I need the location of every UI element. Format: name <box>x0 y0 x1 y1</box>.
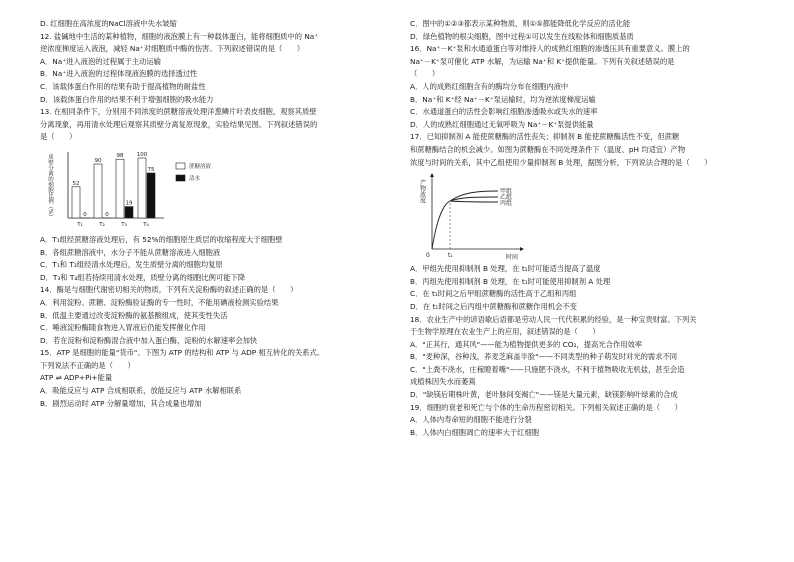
right-text-top <box>410 18 770 169</box>
curve-bing <box>450 201 498 202</box>
text-line: C．该载体蛋白作用的结果有助于提高植物的耐盐性 <box>40 81 206 91</box>
text-line: ATP ⇌ ADP+Pi+能量 <box>40 373 113 383</box>
bar-value-label: 0 <box>105 211 109 218</box>
curve-label-bing: 丙组 <box>500 200 513 208</box>
text-line: B．丙组先使用抑制剂 B 处理，在 t₁时可能使用抑制剂 A 处理 <box>410 276 611 286</box>
curve-jia <box>432 191 498 249</box>
bar-value-label: 52 <box>72 180 80 187</box>
text-line: C．T₁和 T₂组经清水处理后，发生质壁分离的细胞均复原 <box>40 260 223 270</box>
y-axis-label: 质壁分离的细胞比例（%） <box>47 153 53 220</box>
text-line: D．在 t₁时间之后丙组中蔗糖酶和蔗糖作用机会不变 <box>410 301 577 311</box>
text-line: B．各组蔗糖溶液中，水分子不能从蔗糖溶液进入细胞液 <box>40 247 221 257</box>
curve-origin: 0 <box>426 252 430 260</box>
text-line: D．绿色植物的根尖细胞，图中过程①可以发生在线粒体和细胞质基质 <box>410 31 634 41</box>
legend-swatch <box>176 163 185 169</box>
text-line: A．吸能反应与 ATP 合成相联系，放能反应与 ATP 水解相联系 <box>40 386 242 396</box>
text-line: D．"缺镁后期株叶黄，老叶脉间变褐亡"——镁是大量元素，缺镁影响叶绿素的合成 <box>410 390 678 400</box>
text-line: 17．已知抑制剂 A 能使蔗糖酶的活性丧失；抑制剂 B 能使蔗糖酶活性不变，但蔗糖 <box>410 132 680 142</box>
bar <box>125 207 133 218</box>
text-line: 16．Na⁺－K⁺泵和水通道蛋白等对维持人的成熟红细胞的渗透压具有重要意义。膜上的 <box>410 44 690 54</box>
text-line: B．"麦种深，谷种浅，荞麦芝麻盖半脸"——不同类型的种子萌发时对光的需求不同 <box>410 352 678 362</box>
text-line: D．人的成熟红细胞通过无氧呼吸为 Na⁺－K⁺泵提供能量 <box>410 119 594 129</box>
left-column <box>40 18 420 410</box>
text-line: C．水通道蛋白的活性会影响红细胞渗透吸水或失水的速率 <box>410 107 598 117</box>
bar-value-label: 98 <box>116 153 124 160</box>
legend-label: 清水 <box>189 175 201 182</box>
text-line: A．甲组先使用抑制剂 B 处理，在 t₁时可能适当提高了温度 <box>410 264 601 274</box>
text-line: A．人的成熟红细胞含有的酶均分布在细胞内液中 <box>410 81 569 91</box>
text-line: （ ） <box>410 69 440 79</box>
category-label: T₂ <box>99 221 105 228</box>
text-line: 浓度与时间的关系，其中乙组使用少量抑制剂 B 处理，据图分析，下列说法合理的是（ ） <box>410 157 712 167</box>
right-column <box>410 18 770 439</box>
curve-chart <box>420 171 530 261</box>
text-line: D．该载体蛋白作用的结果不利于增强细胞的吸水能力 <box>40 94 214 104</box>
text-line: D. 红细胞在高浓度的NaCl溶液中失水皱缩 <box>40 19 177 28</box>
text-line: A．"正其行，通其风"——能为植物提供更多的 CO₂，提高光合作用效率 <box>410 339 643 349</box>
text-line: 是（ ） <box>40 132 77 142</box>
bar-value-label: 19 <box>125 200 133 207</box>
curve-ylabel: 产物浓度 <box>418 179 426 204</box>
text-line: C．在 t₁时间之后甲组蔗糖酶的活性高于乙组和丙组 <box>410 289 577 299</box>
text-line: 下列说法不正确的是（ ） <box>40 360 135 370</box>
bar-value-label: 0 <box>83 211 87 218</box>
text-line: 分离现象，再用清水处理后观察其质壁分离复原现象，实验结果见图。下列叙述错误的 <box>40 119 318 129</box>
text-line: A．人体内寿命短的细胞不能进行分裂 <box>410 415 532 425</box>
text-line: D．若在淀粉和淀粉酶混合液中加入蛋白酶，淀粉的水解速率会加快 <box>40 335 258 345</box>
bar <box>116 159 124 218</box>
left-text-bottom <box>40 234 420 410</box>
bar <box>94 164 102 218</box>
left-text-top <box>40 18 420 144</box>
text-line: 15．ATP 是细胞的能量"货币"。下图为 ATP 的结构和 ATP 与 ADP 相互转化的关系式。 <box>40 348 325 358</box>
text-line: C．图中的①②③都表示某种物质，则①⑤都能降低化学反应的活化能 <box>410 19 631 28</box>
text-line: B．Na⁺进入液泡的过程体现液泡膜的选择透过性 <box>40 69 198 79</box>
bar-value-label: 90 <box>94 157 102 164</box>
right-text-bottom <box>410 263 770 439</box>
bar-value-label: 75 <box>147 166 155 173</box>
category-label: T₄ <box>143 221 149 228</box>
text-line: 12. 盐碱地中生活的某种植物，细胞的液泡膜上有一种载体蛋白，能将细胞质中的 Na⁺ <box>40 31 319 41</box>
category-label: T₃ <box>121 221 127 228</box>
text-line: Na⁺－K⁺泵可催化 ATP 水解，为运输 Na⁺和 K⁺提供能量。下列有关叙述错误的是 <box>410 56 675 66</box>
curve-t1: t₁ <box>448 252 453 260</box>
text-line: D．T₃和 T₄组若持续用清水处理，质壁分离的细胞比例可能下降 <box>40 272 246 282</box>
curve-chart-svg <box>420 171 530 261</box>
text-line: 13. 在相同条件下，分别用不同浓度的蔗糖溶液处理洋葱鳞片叶表皮细胞，观察其质壁 <box>40 107 317 117</box>
bar-value-label: 100 <box>136 151 148 158</box>
curve-label-jia: 甲组 <box>500 188 513 196</box>
bar <box>138 158 146 218</box>
text-line: B．剧烈运动时 ATP 分解量增加，其合成量也增加 <box>40 398 202 408</box>
category-label: T₁ <box>77 221 83 228</box>
text-line: 逆浓度梯度运入液泡，减轻 Na⁺对细胞质中酶的伤害。下列叙述错误的是（ ） <box>40 44 305 54</box>
text-line: 19．细胞的衰老和死亡与个体的生命历程密切相关。下列相关叙述正确的是（ ） <box>410 402 682 412</box>
text-line: B．Na⁺和 K⁺经 Na⁺－K⁺泵运输时，均为逆浓度梯度运输 <box>410 94 596 104</box>
text-line: 和蔗糖酶结合的机会减少。如图为蔗糖酶在不同处理条件下（温度、pH 均适宜）产物 <box>410 144 686 154</box>
bar <box>147 173 155 218</box>
curve-label-yi: 乙组 <box>500 194 513 202</box>
text-line: A．利用淀粉、蔗糖、淀粉酶验证酶的专一性时，不能用碘液检测实验结果 <box>40 297 279 307</box>
legend-swatch <box>176 175 185 181</box>
text-line: 18．农业生产中的谚语歇后语都是劳动人民一代代积累的经验，是一种宝贵财富。下列关 <box>410 314 697 324</box>
text-line: A．Na⁺进入液泡的过程属于主动运输 <box>40 56 161 66</box>
legend-label: 蔗糖溶液 <box>189 163 212 170</box>
bar <box>72 187 80 218</box>
text-line: A．T₁组经蔗糖溶液处理后，有 52%的细胞原生质层的收缩程度大于细胞壁 <box>40 234 283 244</box>
text-line: C．"上粪不浇水，庄稼瞪着嘴"——只施肥不浇水，不利于植物吸收无机盐，甚至会造 <box>410 364 685 374</box>
text-line: 成植株因失水而萎蔫 <box>410 377 476 387</box>
text-line: 于生物学原理在农业生产上的应用，叙述错误的是（ ） <box>410 327 600 337</box>
text-line: B．人体内白细胞凋亡的速率大于红细胞 <box>410 427 540 437</box>
bar-chart-svg <box>46 146 266 232</box>
bar-chart <box>46 146 266 232</box>
text-line: 14．酶是与细胞代谢密切相关的物质，下列有关淀粉酶的叙述正确的是（ ） <box>40 285 298 295</box>
text-line: B．低温主要通过改变淀粉酶的氨基酸组成，使其变性失活 <box>40 310 228 320</box>
curve-xlabel: 时间 <box>506 254 519 262</box>
text-line: C．唾液淀粉酶随食物进入胃液后仍能发挥催化作用 <box>40 323 206 333</box>
curve-yi <box>450 197 498 201</box>
